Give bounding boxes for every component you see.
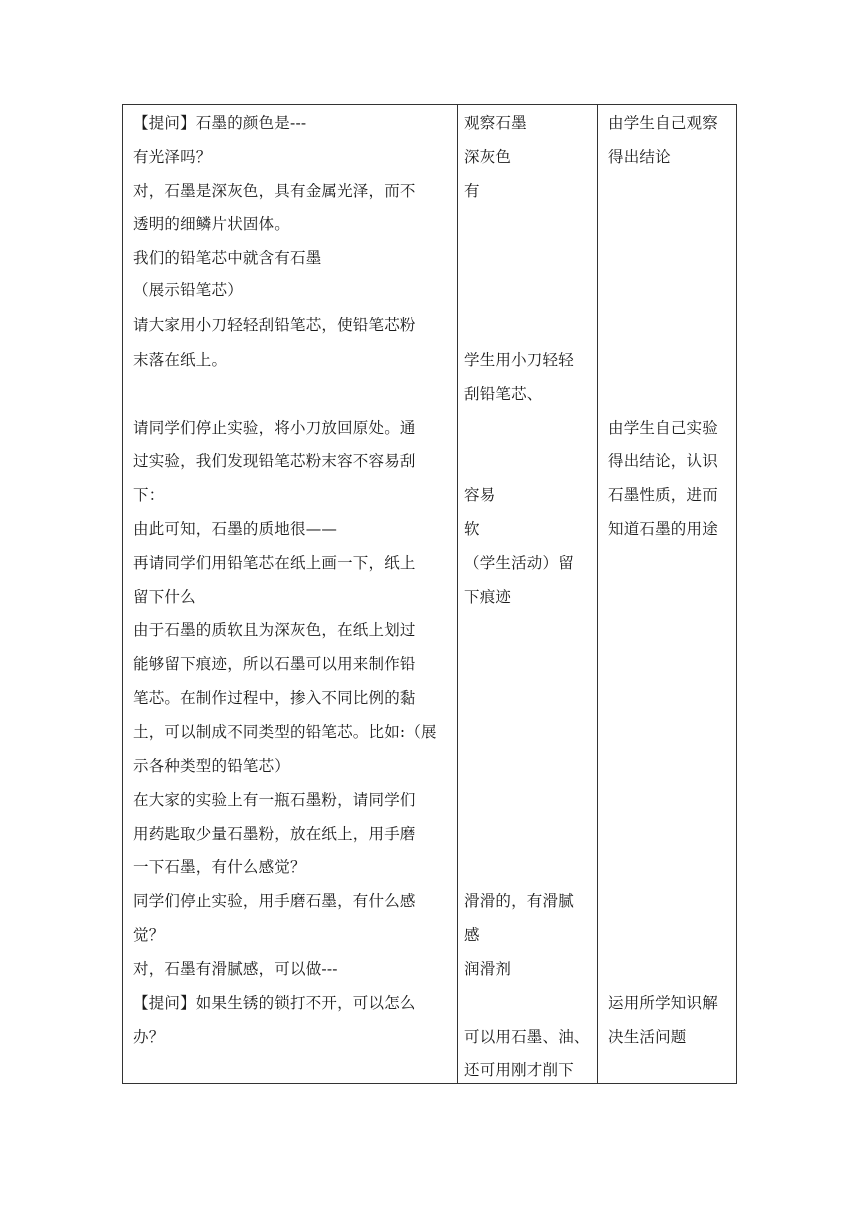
table-cell-line: 容易 bbox=[464, 486, 496, 504]
table-cell-line: 由学生自己实验 bbox=[608, 419, 718, 437]
table-cell-line: （展示铅笔芯） bbox=[133, 281, 243, 299]
table-cell-line: 得出结论 bbox=[608, 148, 671, 166]
table-cell-line: 由学生自己观察 bbox=[608, 114, 718, 132]
table-cell-line: 示各种类型的铅笔芯） bbox=[133, 757, 291, 775]
table-cell-line: 决生活问题 bbox=[608, 1028, 687, 1046]
table-cell-line: 在大家的实验上有一瓶石墨粉，请同学们 bbox=[133, 791, 416, 809]
table-cell-line: 觉？ bbox=[133, 926, 165, 944]
lesson-table bbox=[122, 104, 737, 1084]
table-cell-line: 请大家用小刀轻轻刮铅笔芯，使铅笔芯粉 bbox=[133, 316, 416, 334]
table-cell-line: 透明的细鳞片状固体。 bbox=[133, 215, 291, 233]
table-cell-line: 有光泽吗？ bbox=[133, 148, 212, 166]
table-cell-line: 【提问】石墨的颜色是--- bbox=[133, 114, 307, 132]
table-cell-line: 下： bbox=[133, 486, 165, 504]
table-cell-line: 还可用刚才削下 bbox=[464, 1061, 574, 1079]
table-cell-line: 笔芯。在制作过程中，掺入不同比例的黏 bbox=[133, 689, 416, 707]
table-cell-line: 可以用石墨、油、 bbox=[464, 1028, 590, 1046]
table-cell-line: 石墨性质，进而 bbox=[608, 486, 718, 504]
table-cell-line: 由于石墨的质软且为深灰色，在纸上划过 bbox=[133, 621, 416, 639]
table-cell-line: 学生用小刀轻轻 bbox=[464, 351, 574, 369]
design-intent-column bbox=[597, 105, 737, 1083]
table-cell-line: 请同学们停止实验，将小刀放回原处。通 bbox=[133, 419, 416, 437]
table-cell-line: 留下什么 bbox=[133, 588, 196, 606]
table-cell-line: 由此可知，石墨的质地很—— bbox=[133, 520, 338, 538]
table-cell-line: 办？ bbox=[133, 1028, 165, 1046]
table-cell-line: 一下石墨，有什么感觉？ bbox=[133, 858, 306, 876]
student-activity-column bbox=[457, 105, 598, 1083]
table-cell-line: 深灰色 bbox=[464, 148, 512, 166]
table-cell-line: 软 bbox=[464, 520, 480, 538]
table-cell-line: （学生活动）留 bbox=[464, 554, 574, 572]
table-cell-line: 润滑剂 bbox=[464, 960, 512, 978]
table-cell-line: 运用所学知识解 bbox=[608, 994, 718, 1012]
table-cell-line: 用药匙取少量石墨粉，放在纸上，用手磨 bbox=[133, 825, 416, 843]
table-cell-line: 刮铅笔芯、 bbox=[464, 385, 543, 403]
table-cell-line: 对，石墨是深灰色，具有金属光泽，而不 bbox=[133, 182, 416, 200]
table-cell-line: 滑滑的，有滑腻 bbox=[464, 892, 574, 910]
table-cell-line: 对，石墨有滑腻感，可以做--- bbox=[133, 960, 338, 978]
table-cell-line: 我们的铅笔芯中就含有石墨 bbox=[133, 249, 322, 267]
table-cell-line: 再请同学们用铅笔芯在纸上画一下，纸上 bbox=[133, 554, 416, 572]
table-cell-line: 下痕迹 bbox=[464, 588, 512, 606]
table-cell-line: 土，可以制成不同类型的铅笔芯。比如:（展 bbox=[133, 723, 437, 741]
table-cell-line: 能够留下痕迹，所以石墨可以用来制作铅 bbox=[133, 655, 416, 673]
table-cell-line: 得出结论，认识 bbox=[608, 452, 718, 470]
table-cell-line: 观察石墨 bbox=[464, 114, 527, 132]
table-cell-line: 【提问】如果生锈的锁打不开，可以怎么 bbox=[133, 994, 416, 1012]
teacher-activity-column bbox=[123, 105, 457, 1083]
table-cell-line: 有 bbox=[464, 182, 480, 200]
table-cell-line: 同学们停止实验，用手磨石墨，有什么感 bbox=[133, 892, 416, 910]
table-cell-line: 过实验，我们发现铅笔芯粉末容不容易刮 bbox=[133, 452, 416, 470]
table-cell-line: 知道石墨的用途 bbox=[608, 520, 718, 538]
table-cell-line: 感 bbox=[464, 926, 480, 944]
table-cell-line: 末落在纸上。 bbox=[133, 351, 228, 369]
